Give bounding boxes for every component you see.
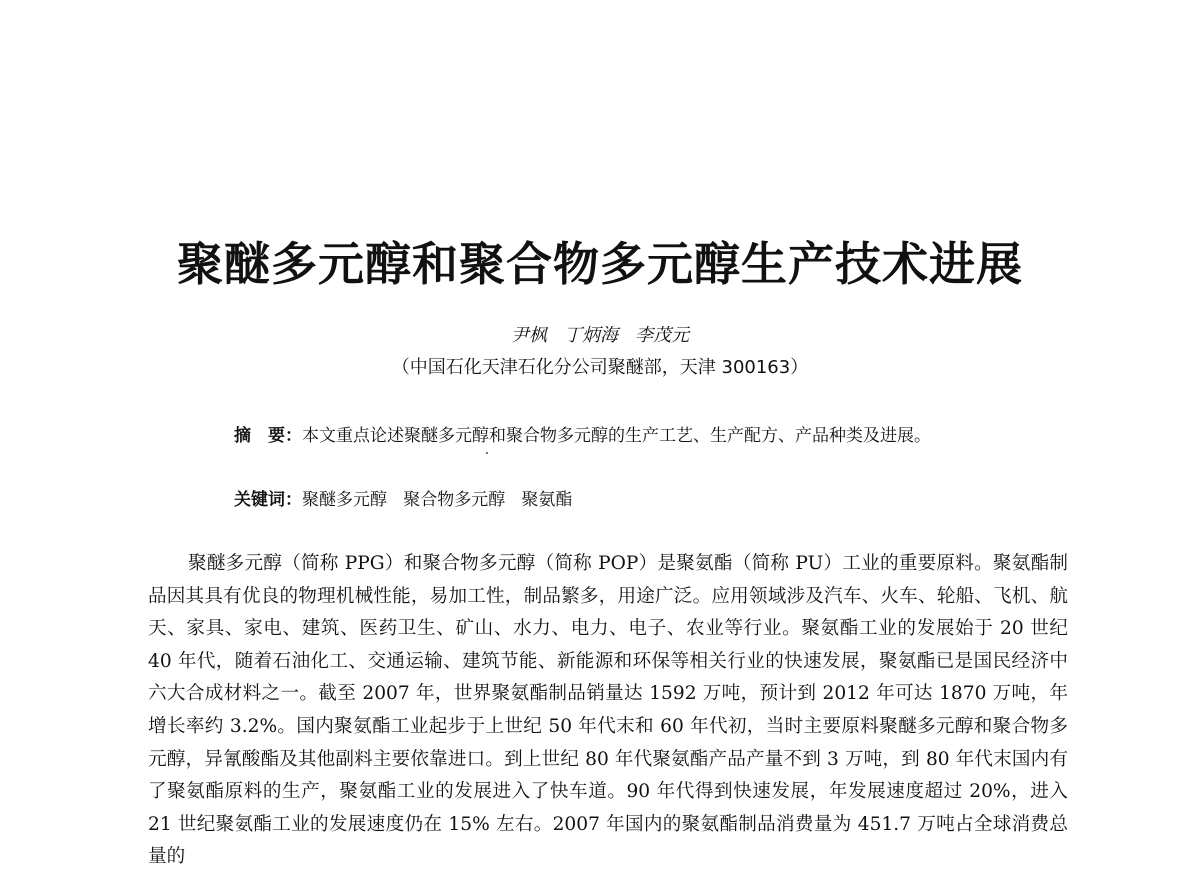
body-paragraph: 聚醚多元醇（简称 PPG）和聚合物多元醇（简称 POP）是聚氨酯（简称 PU）工业的重要原料。聚氨酯制品因其具有优良的物理机械性能，易加工性，制品繁多，用途广泛。应用领域涉及汽车、火车、轮船、飞机、航天、家具、家电、建筑、医药卫生、矿山、水力、电力、电子、农业等行业。聚氨酯工业的发展始于 20 世纪 40 年代，随着石油化工、交通运输、建筑节能、新能源和环保等相关行业的快速发展，聚氨酯已是国民经济中六大合成材料之一。截至 2007 年，世界聚氨酯制品销量达 1592 万吨，预计到 2012 年可达 1870 万吨，年增长率约 3.2%。国内聚氨酯工业起步于上世纪 50 年代末和 60 年代初，当时主要原料聚醚多元醇和聚合物多元醇，异氰酸酯及其他副料主要依靠进口。到上世纪 80 年代聚氨酯产品产量不到 3 万吨，到 80 年代末国内有了聚氨酯原料的生产，聚氨酯工业的发展进入了快车道。90 年代得到快速发展，年发展速度超过 20%，进入 21 世纪聚氨酯工业的发展速度仍在 15% 左右。2007 年国内的聚氨酯制品消费量为 451.7 万吨占全球消费总量的 bbox=[148, 553, 1068, 868]
keywords-section bbox=[234, 484, 572, 517]
abstract-label: 摘 要： bbox=[234, 426, 302, 446]
abstract-text: 本文重点论述聚醚多元醇和聚合物多元醇的生产工艺、生产配方、产品种类及进展。 bbox=[302, 426, 931, 446]
abstract-section bbox=[194, 420, 1054, 453]
keywords-label: 关键词： bbox=[234, 490, 302, 510]
keywords-text: 聚醚多元醇 聚合物多元醇 聚氨酯 bbox=[302, 490, 573, 510]
scan-speck bbox=[486, 452, 488, 454]
paper-title: 聚醚多元醇和聚合物多元醇生产技术进展 bbox=[177, 237, 1023, 291]
paper-affiliation: （中国石化天津石化分公司聚醚部，天津 300163） bbox=[391, 357, 809, 378]
paper-authors: 尹枫 丁炳海 李茂元 bbox=[510, 325, 690, 346]
